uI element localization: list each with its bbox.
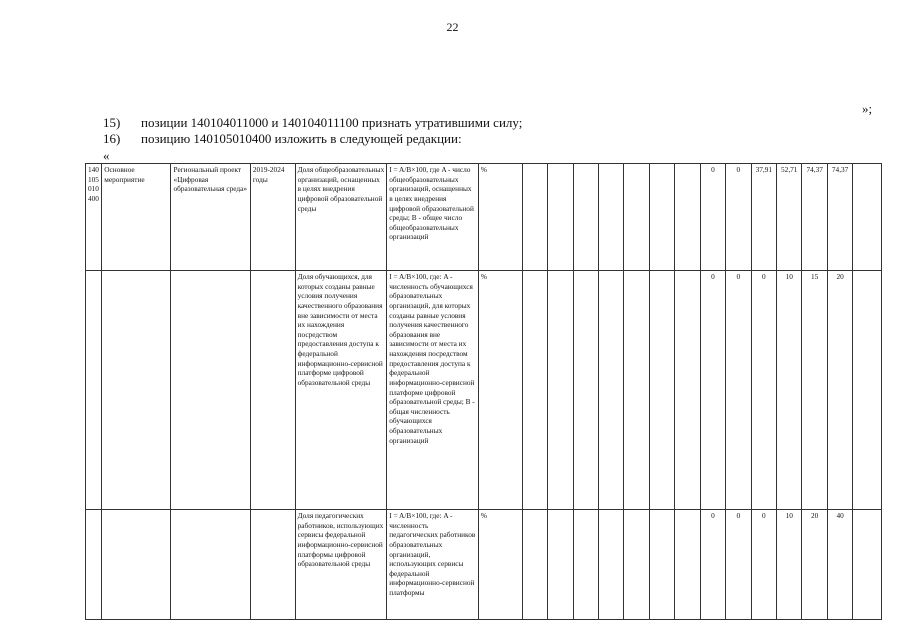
empty-cell: [250, 510, 295, 620]
paragraph-number: 16): [103, 131, 121, 146]
value-cell: 10: [777, 271, 802, 510]
indicator-cell: Доля обучающихся, для которых созданы равные условия получения качественного образования вне зависимости от места их нахождения посредством предоставления доступа к федеральной информационно-сервисной платформе цифровой образовательной среды: [295, 271, 387, 510]
empty-cell: [853, 271, 882, 510]
empty-cell: [675, 271, 700, 510]
unit-cell: %: [478, 271, 522, 510]
formula-cell: I = A/B×100, где: A - численность педагогических работников образовательных организаций, использующих сервисы федеральной информационно-сервисной платформы: [387, 510, 479, 620]
empty-cell: [624, 164, 649, 271]
empty-cell: [853, 510, 882, 620]
opening-quote: «: [103, 148, 110, 163]
empty-cell: [624, 510, 649, 620]
empty-cell: [548, 164, 573, 271]
period-cell: 2019-2024 годы: [250, 164, 295, 271]
empty-cell: [598, 271, 623, 510]
value-cell: 0: [700, 164, 725, 271]
program-table: [85, 163, 882, 620]
empty-cell: [522, 510, 547, 620]
empty-cell: [624, 271, 649, 510]
indicator-cell: Доля общеобразовательных организаций, оснащенных в целях внедрения цифровой образовательной среды: [295, 164, 387, 271]
value-cell: 0: [751, 271, 776, 510]
empty-cell: [853, 164, 882, 271]
empty-cell: [522, 164, 547, 271]
empty-cell: [250, 271, 295, 510]
empty-cell: [522, 271, 547, 510]
value-cell: 37,91: [751, 164, 776, 271]
value-cell: 0: [700, 271, 725, 510]
empty-cell: [598, 164, 623, 271]
value-cell: 74,37: [827, 164, 852, 271]
empty-cell: [675, 510, 700, 620]
paragraph-text: позиции 140104011000 и 140104011100 признать утратившими силу;: [141, 115, 523, 130]
paragraph-15: [103, 115, 522, 131]
position-code-cell: 140105010400: [86, 164, 102, 271]
empty-cell: [649, 271, 674, 510]
paragraph-16: [103, 131, 462, 147]
value-cell: 52,71: [777, 164, 802, 271]
empty-cell: [548, 510, 573, 620]
empty-cell: [675, 164, 700, 271]
value-cell: 15: [802, 271, 827, 510]
empty-cell: [573, 510, 598, 620]
table-row: [86, 271, 882, 510]
formula-cell: I = A/B×100, где A - число общеобразовательных организаций, оснащенных в целях внедрения цифровой образовательной среды; B - общее число общеобразовательных организаций: [387, 164, 479, 271]
event-type-cell: Основное мероприятие: [102, 164, 171, 271]
empty-cell: [573, 271, 598, 510]
value-cell: 20: [802, 510, 827, 620]
table-row: [86, 510, 882, 620]
paragraph-text: позицию 140105010400 изложить в следующей редакции:: [141, 131, 462, 146]
value-cell: 0: [726, 271, 751, 510]
formula-cell: I = A/B×100, где: A - численность обучающихся образовательных организаций, для которых созданы равные условия получения качественного образования вне зависимости от места их нахождения посредством предоставления доступа к федеральной информационно-сервисной платформе цифровой образовательной среды; B - общая численность обучающихся образовательных организаций: [387, 271, 479, 510]
closing-quote: »;: [862, 101, 873, 116]
empty-cell: [102, 271, 171, 510]
value-cell: 0: [726, 164, 751, 271]
empty-cell: [598, 510, 623, 620]
value-cell: 20: [827, 271, 852, 510]
empty-cell: [171, 271, 250, 510]
value-cell: 0: [700, 510, 725, 620]
page-number: 22: [446, 20, 459, 34]
empty-cell: [102, 510, 171, 620]
empty-cell: [548, 271, 573, 510]
empty-cell: [86, 271, 102, 510]
empty-cell: [86, 510, 102, 620]
value-cell: 40: [827, 510, 852, 620]
value-cell: 0: [726, 510, 751, 620]
value-cell: 10: [777, 510, 802, 620]
table-row: [86, 164, 882, 271]
unit-cell: %: [478, 510, 522, 620]
empty-cell: [649, 164, 674, 271]
project-cell: Региональный проект «Цифровая образовательная среда»: [171, 164, 250, 271]
empty-cell: [573, 164, 598, 271]
value-cell: 0: [751, 510, 776, 620]
empty-cell: [649, 510, 674, 620]
indicator-cell: Доля педагогических работников, использующих сервисы федеральной информационно-сервисной платформы цифровой образовательной среды: [295, 510, 387, 620]
paragraph-number: 15): [103, 115, 121, 130]
unit-cell: %: [478, 164, 522, 271]
empty-cell: [171, 510, 250, 620]
value-cell: 74,37: [802, 164, 827, 271]
